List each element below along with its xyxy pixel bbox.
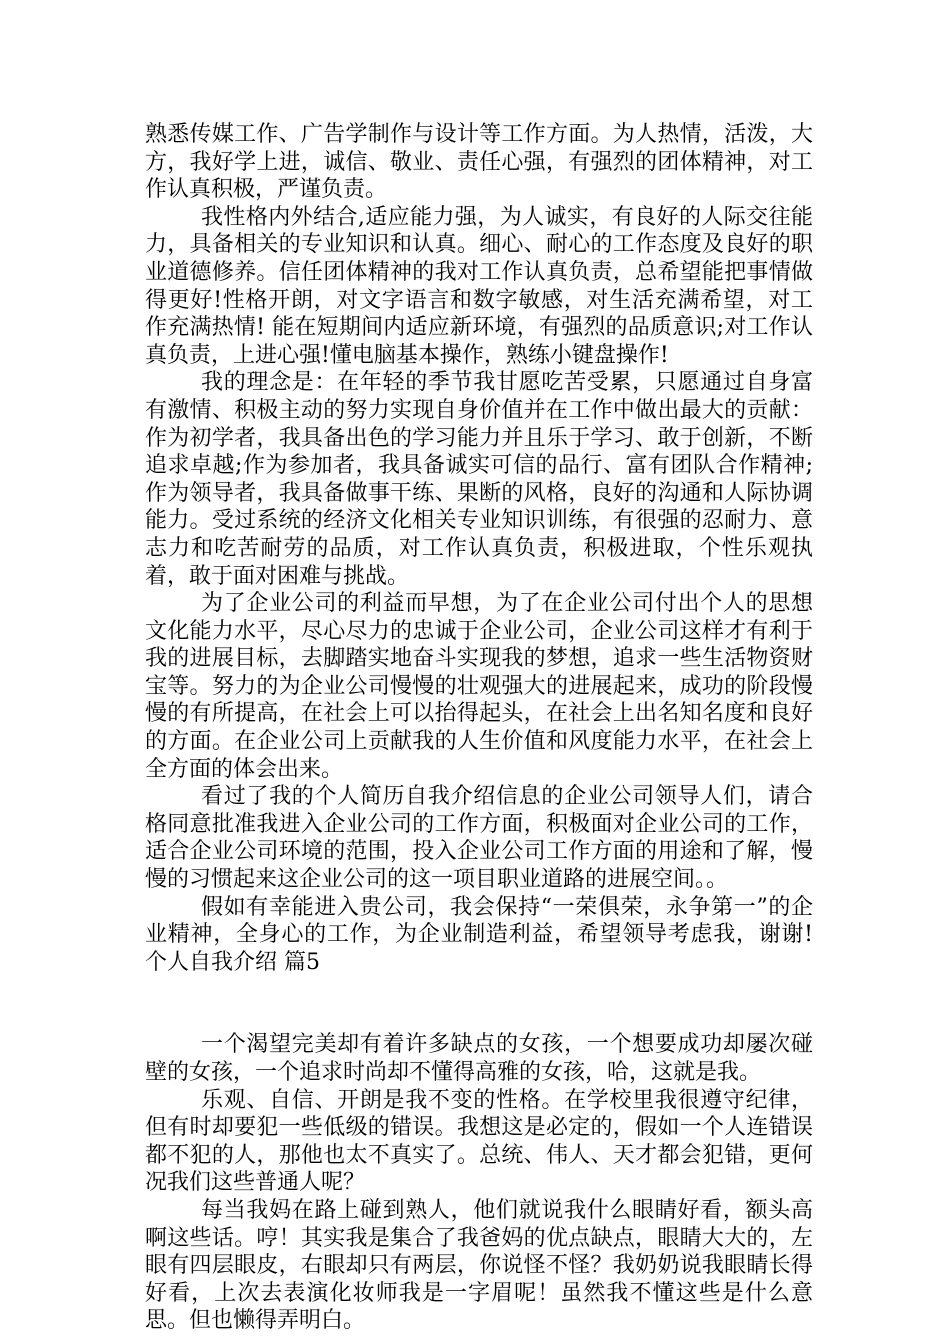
paragraph: 看过了我的个人简历自我介绍信息的企业公司领导人们，请合格同意批准我进入企业公司的工作方面，积极面对企业公司的工作，适合企业公司环境的范围，投入企业公司工作方面的用途和了解，慢慢的习惯起来这企业公司的这一项目职业道路的进展空间。。 (145, 784, 813, 893)
paragraph: 熟悉传媒工作、广告学制作与设计等工作方面。为人热情，活泼，大方，我好学上进，诚信、敬业、责任心强，有强烈的团体精神，对工作认真积极，严谨负责。 (145, 122, 813, 203)
paragraph: 一个渴望完美却有着许多缺点的女孩，一个想要成功却屡次碰壁的女孩，一个追求时尚却不懂得高雅的女孩，哈，这就是我。 (145, 1032, 813, 1085)
section-spacer (145, 976, 813, 1031)
paragraph: 为了企业公司的利益而早想，为了在企业公司付出个人的思想文化能力水平，尽心尽力的忠诚于企业公司，企业公司这样才有利于我的进展目标，去脚踏实地奋斗实现我的梦想，追求一些生活物资财宝等。努力的为企业公司慢慢的壮观强大的进展起来，成功的阶段慢慢的有所提高，在社会上可以抬得起头，在社会上出名知名度和良好的方面。在企业公司上贡献我的人生价值和风度能力水平，在社会上全方面的体会出来。 (145, 591, 813, 782)
section-article-5 (145, 1031, 813, 1335)
paragraph: 我的理念是：在年轻的季节我甘愿吃苦受累，只愿通过自身富有激情、积极主动的努力实现自身价值并在工作中做出最大的贡献：作为初学者，我具备出色的学习能力并且乐于学习、敢于创新，不断追求卓越;作为参加者，我具备诚实可信的品行、富有团队合作精神;作为领导者，我具备做事干练、果断的风格，良好的沟通和人际协调能力。受过系统的经济文化相关专业知识训练，有很强的忍耐力、意志力和吃苦耐劳的品质，对工作认真负责，积极进取，个性乐观执着，敢于面对困难与挑战。 (145, 370, 813, 589)
section-self-introduction (145, 121, 813, 976)
paragraph: 乐观、自信、开朗是我不变的性格。在学校里我很遵守纪律，但有时却要犯一些低级的错误。我想这是必定的，假如一个人连错误都不犯的人，那他也太不真实了。总统、伟人、天才都会犯错，更何况我们这些普通人呢？ (145, 1087, 813, 1196)
document-body (145, 121, 813, 1335)
paragraph: 假如有幸能进入贵公司，我会保持“一荣俱荣，永争第一”的企业精神，全身心的工作，为企业制造利益，希望领导考虑我，谢谢!个人自我介绍 篇5 (145, 894, 813, 975)
paragraph: 每当我妈在路上碰到熟人，他们就说我什么眼睛好看，额头高啊这些话。哼！其实我是集合了我爸妈的优点缺点，眼睛大大的，左眼有四层眼皮，右眼却只有两层，你说怪不怪？我奶奶说我眼睛长得好看，上次去表演化妆师我是一字眉呢！虽然我不懂这些是什么意思。但也懒得弄明白。 (145, 1197, 813, 1334)
paragraph: 我性格内外结合,适应能力强，为人诚实，有良好的人际交往能力，具备相关的专业知识和认真。细心、耐心的工作态度及良好的职业道德修养。信任团体精神的我对工作认真负责，总希望能把事情做得更好!性格开朗，对文字语言和数字敏感，对生活充满希望，对工作充满热情! 能在短期间内适应新环境，有强烈的品质意识;对工作认真负责，上进心强!懂电脑基本操作，熟练小键盘操作! (145, 204, 813, 368)
